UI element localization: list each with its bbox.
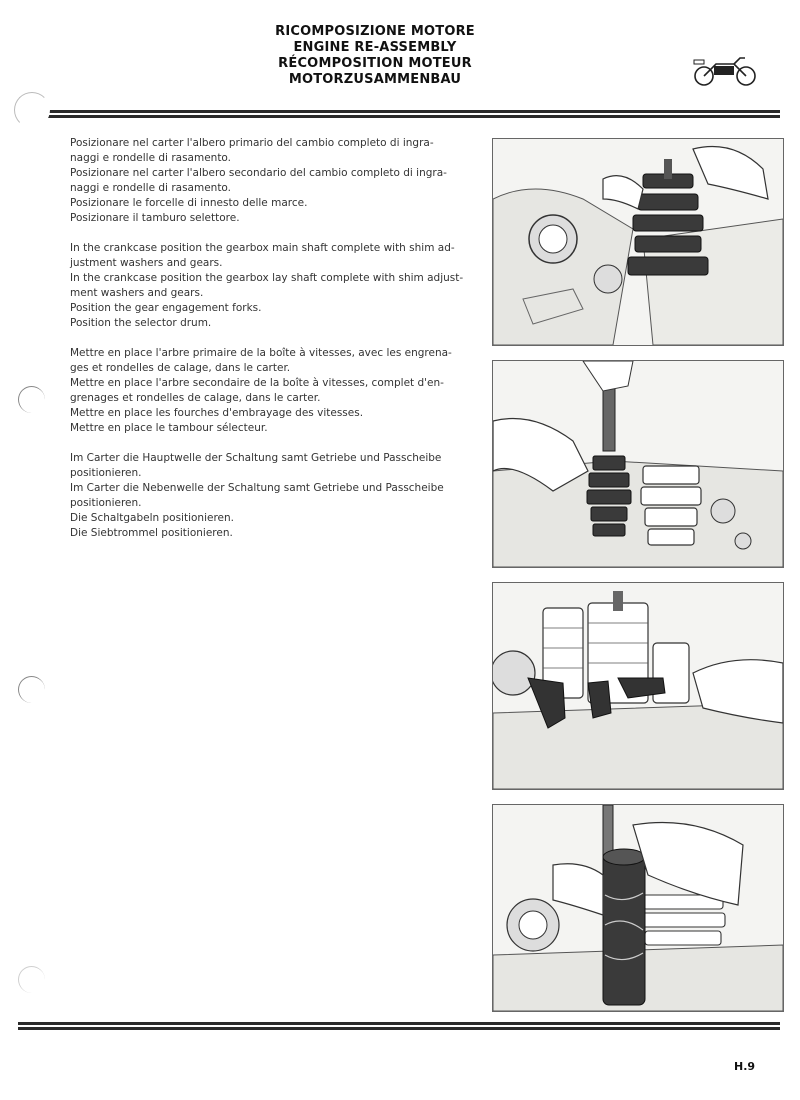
photo-main-shaft: [492, 138, 784, 346]
paragraph-english: [70, 241, 490, 331]
motorcycle-icon: [690, 50, 760, 90]
text-line: justment washers and gears.: [70, 257, 223, 269]
instructions-text: [70, 136, 490, 556]
binder-hole-mark: [18, 676, 45, 703]
text-line: naggi e rondelle di rasamento.: [70, 182, 232, 194]
text-line: Mettre en place l'arbre secondaire de la boîte à vitesses, complet d'en-: [70, 377, 444, 389]
text-line: ges et rondelles de calage, dans le carter.: [70, 362, 291, 374]
footer-rule: [18, 1022, 780, 1034]
paragraph-german: [70, 451, 490, 541]
paragraph-italian: [70, 136, 490, 226]
page-title: [0, 24, 750, 88]
text-line: Posizionare il tamburo selettore.: [70, 212, 240, 224]
paragraph-french: [70, 346, 490, 436]
text-line: Position the gear engagement forks.: [70, 302, 262, 314]
text-line: Im Carter die Nebenwelle der Schaltung samt Getriebe und Passcheibe: [70, 482, 444, 494]
text-line: Posizionare nel carter l'albero primario del cambio completo di ingra-: [70, 137, 434, 149]
text-line: In the crankcase position the gearbox main shaft complete with shim ad-: [70, 242, 455, 254]
title-en: ENGINE RE-ASSEMBLY: [293, 40, 457, 55]
page-number: H.9: [734, 1060, 756, 1073]
header-rule: [18, 110, 780, 122]
text-line: Posizionare nel carter l'albero secondario del cambio completo di ingra-: [70, 167, 447, 179]
text-line: Mettre en place les fourches d'embrayage des vitesses.: [70, 407, 364, 419]
title-fr: RÉCOMPOSITION MOTEUR: [278, 56, 472, 71]
title-de: MOTORZUSAMMENBAU: [288, 72, 462, 87]
photo-shift-forks: [492, 582, 784, 790]
binder-hole-mark: [18, 966, 45, 993]
text-line: positionieren.: [70, 467, 142, 479]
text-line: Mettre en place le tambour sélecteur.: [70, 422, 268, 434]
text-line: Mettre en place l'arbre primaire de la boîte à vitesses, avec les engrena-: [70, 347, 452, 359]
text-line: grenages et rondelles de calage, dans le carter.: [70, 392, 321, 404]
text-line: positionieren.: [70, 497, 142, 509]
text-line: ment washers and gears.: [70, 287, 204, 299]
text-line: Die Siebtrommel positionieren.: [70, 527, 233, 539]
text-line: Die Schaltgabeln positionieren.: [70, 512, 235, 524]
title-it: RICOMPOSIZIONE MOTORE: [275, 24, 475, 39]
photo-selector-drum: [492, 804, 784, 1012]
text-line: naggi e rondelle di rasamento.: [70, 152, 232, 164]
binder-hole: [14, 92, 50, 128]
text-line: Im Carter die Hauptwelle der Schaltung samt Getriebe und Passcheibe: [70, 452, 442, 464]
text-line: Posizionare le forcelle di innesto delle marce.: [70, 197, 308, 209]
text-line: Position the selector drum.: [70, 317, 212, 329]
text-line: In the crankcase position the gearbox lay shaft complete with shim adjust-: [70, 272, 464, 284]
binder-hole-mark: [18, 386, 45, 413]
photo-lay-shaft: [492, 360, 784, 568]
